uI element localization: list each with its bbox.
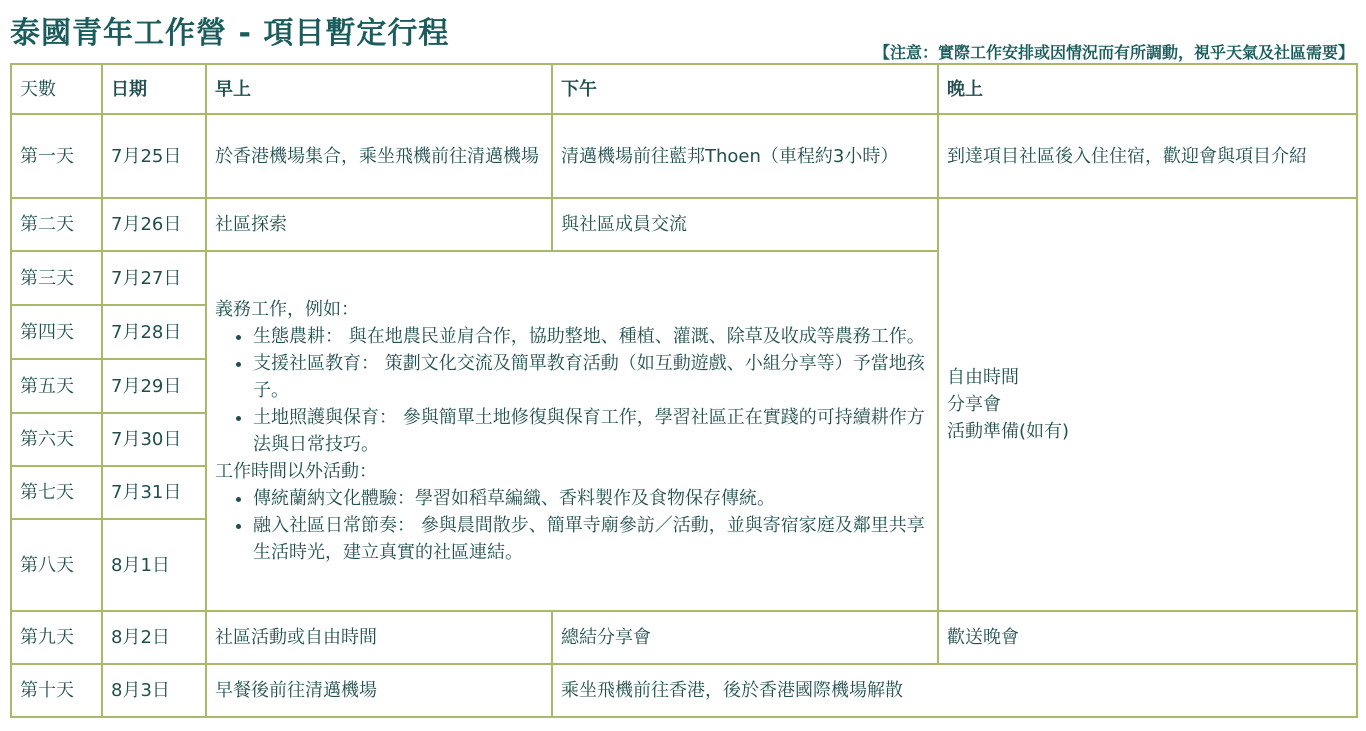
morning-cell: 於香港機場集合，乘坐飛機前往清邁機場 — [206, 114, 552, 198]
schedule-note: 【注意：實際工作安排或因情況而有所調動，視乎天氣及社區需要】 — [873, 43, 1354, 62]
header-morning: 早上 — [206, 64, 552, 114]
list-item: • 生態農耕： 與在地農民並肩合作，協助整地、種植、灌溉、除草及收成等農務工作。 — [253, 323, 929, 350]
date-cell: 7月28日 — [102, 305, 206, 359]
day-cell: 第十天 — [11, 664, 102, 717]
afternoon-evening-cell: 乘坐飛機前往香港，後於香港國際機場解散 — [552, 664, 1357, 717]
afternoon-cell: 總結分享會 — [552, 611, 938, 664]
activities-heading: 義務工作，例如： — [215, 299, 359, 320]
table-row — [11, 114, 1357, 198]
day-cell: 第二天 — [11, 198, 102, 251]
morning-cell: 早餐後前往清邁機場 — [206, 664, 552, 717]
evening-line: 自由時間 — [947, 367, 1019, 388]
day-cell: 第一天 — [11, 114, 102, 198]
list-item: • 支援社區教育： 策劃文化交流及簡單教育活動（如互動遊戲、小組分享等）予當地孩子。 — [253, 350, 929, 404]
day-cell: 第四天 — [11, 305, 102, 359]
header-day: 天數 — [11, 64, 102, 114]
evening-cell: 歡送晚會 — [938, 611, 1357, 664]
day-cell: 第五天 — [11, 359, 102, 413]
day-cell: 第九天 — [11, 611, 102, 664]
evening-free-cell — [938, 198, 1357, 611]
evening-cell: 到達項目社區後入住住宿，歡迎會與項目介紹 — [938, 114, 1357, 198]
day-cell: 第六天 — [11, 413, 102, 466]
evening-line: 活動準備(如有) — [947, 421, 1070, 442]
day-cell: 第七天 — [11, 466, 102, 519]
itinerary-table — [10, 63, 1358, 718]
activities-cell — [206, 251, 938, 611]
afternoon-cell: 清邁機場前往藍邦Thoen（車程約3小時） — [552, 114, 938, 198]
volunteer-work-list — [215, 323, 929, 458]
header-evening: 晚上 — [938, 64, 1357, 114]
date-cell: 8月2日 — [102, 611, 206, 664]
date-cell: 8月1日 — [102, 519, 206, 611]
day-cell: 第八天 — [11, 519, 102, 611]
header-afternoon: 下午 — [552, 64, 938, 114]
date-cell: 7月26日 — [102, 198, 206, 251]
date-cell: 7月30日 — [102, 413, 206, 466]
morning-cell: 社區活動或自由時間 — [206, 611, 552, 664]
table-row — [11, 664, 1357, 717]
activities-heading: 工作時間以外活動： — [215, 461, 377, 482]
table-row — [11, 198, 1357, 251]
date-cell: 7月25日 — [102, 114, 206, 198]
header-date: 日期 — [102, 64, 206, 114]
table-row — [11, 611, 1357, 664]
date-cell: 7月29日 — [102, 359, 206, 413]
afternoon-cell: 與社區成員交流 — [552, 198, 938, 251]
day-cell: 第三天 — [11, 251, 102, 305]
page-title: 泰國青年工作營 - 項目暫定行程 — [10, 16, 450, 51]
header-row — [11, 64, 1357, 114]
list-item: • 融入社區日常節奏： 參與晨間散步、簡單寺廟參訪／活動，並與寄宿家庭及鄰里共享生活時光，建立真實的社區連結。 — [253, 512, 929, 566]
leisure-activity-list — [215, 485, 929, 566]
list-item: • 傳統蘭納文化體驗：學習如稻草編織、香料製作及食物保存傳統。 — [253, 485, 929, 512]
morning-cell: 社區探索 — [206, 198, 552, 251]
date-cell: 7月27日 — [102, 251, 206, 305]
evening-line: 分享會 — [947, 394, 1001, 415]
date-cell: 8月3日 — [102, 664, 206, 717]
date-cell: 7月31日 — [102, 466, 206, 519]
list-item: • 土地照護與保育： 參與簡單土地修復與保育工作，學習社區正在實踐的可持續耕作方法與日常技巧。 — [253, 404, 929, 458]
